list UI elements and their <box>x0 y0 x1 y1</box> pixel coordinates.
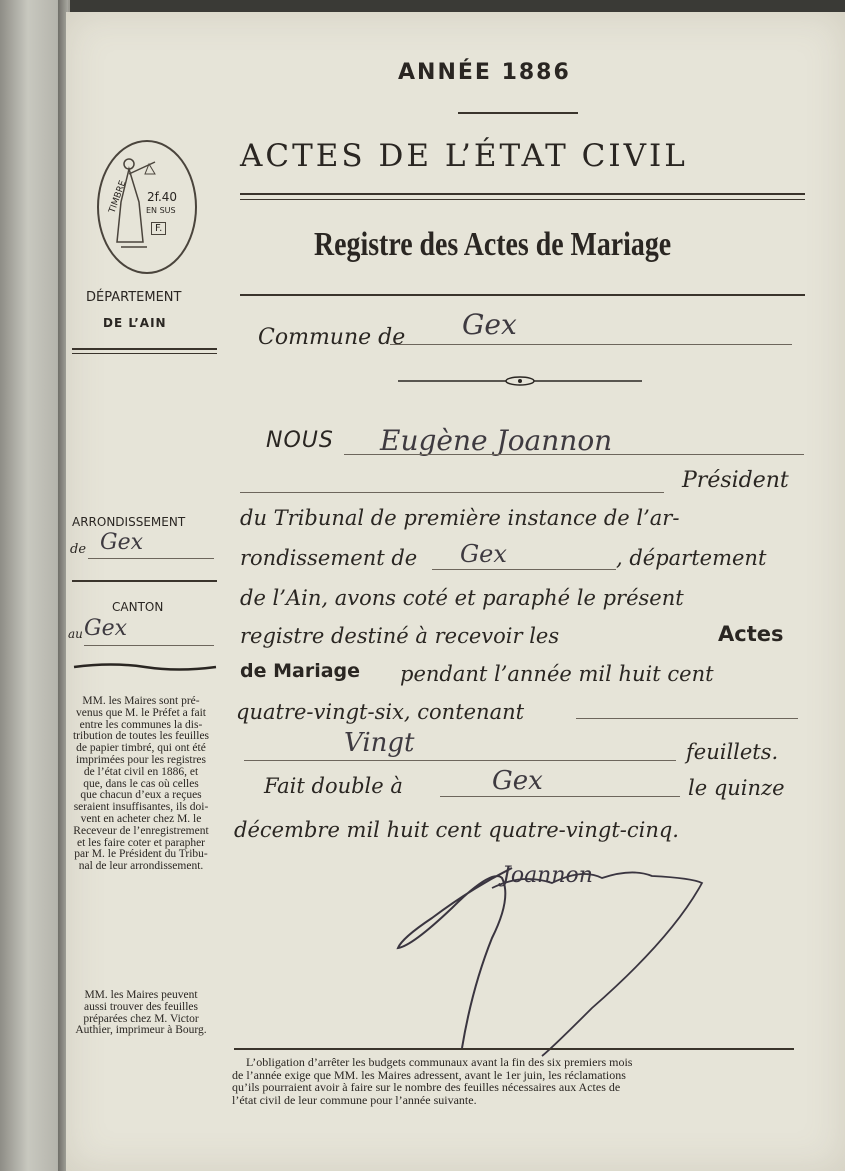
feuillets-count: Vingt <box>344 728 415 758</box>
body-line: , département <box>616 546 767 570</box>
ornament-divider-icon <box>72 660 218 674</box>
body-line-bold: de Mariage <box>240 660 361 682</box>
body-line: quatre-vingt-six, contenant <box>236 700 525 724</box>
canton-field-line <box>84 645 214 646</box>
notice-line: tribution de toutes les feuilles <box>72 730 210 743</box>
year-divider <box>458 112 578 114</box>
notice-line: préparées chez M. Victor <box>83 1012 199 1025</box>
register-subtitle: Registre des Actes de Mariage <box>314 226 672 263</box>
stamp-franc: F. <box>151 222 166 235</box>
stamp-word: TIMBRE <box>107 179 129 215</box>
notice-line: de l’état civil en 1886, et <box>83 765 199 778</box>
body-line: du Tribunal de première instance de l’ar- <box>240 506 680 530</box>
department-rule <box>72 348 217 350</box>
notice-line: Receveur de l’enregistrement <box>73 824 209 837</box>
notice-line: vent en acheter chez M. le <box>80 812 202 825</box>
year-heading: ANNÉE 1886 <box>398 60 571 85</box>
notice-line: que, dans le cas où celles <box>83 777 199 790</box>
body-line-bold: Actes <box>718 622 784 646</box>
notice-line: venus que M. le Préfet a fait <box>76 706 206 719</box>
notice-line: MM. les Maires peuvent <box>84 989 198 1001</box>
commune-label: Commune de <box>258 325 406 350</box>
body-line: Fait double à <box>264 774 403 798</box>
stamp-price: 2f.40 <box>147 190 178 204</box>
notice-line: entre les communes la dis- <box>79 718 203 731</box>
subtitle-rule <box>240 294 805 296</box>
arrondissement-field-line <box>88 558 214 559</box>
notice-line: que chacun d’eux a reçues <box>80 789 202 802</box>
arrondissement-field-line <box>432 569 616 570</box>
arrondissement-label: ARRONDISSEMENT <box>72 515 186 529</box>
arrondissement-name: Gex <box>460 540 507 568</box>
president-name: Eugène Joannon <box>380 424 613 457</box>
department-name: DE L’AIN <box>103 316 167 330</box>
notice-line: et les faire coter et parapher <box>76 836 206 849</box>
commune-field-line <box>390 344 792 345</box>
body-line: rondissement de <box>240 546 418 570</box>
arrondissement-rule <box>72 580 217 582</box>
footer-rule <box>234 1048 794 1050</box>
president-signature <box>392 858 712 1058</box>
stamp-ensus: EN SUS <box>146 206 176 215</box>
notice-line: de papier timbré, qui ont été <box>76 742 206 755</box>
canton-label: CANTON <box>112 600 164 614</box>
canton-value: Gex <box>84 616 128 641</box>
name-field-line <box>344 454 804 455</box>
notice-line: aussi trouver des feuilles <box>83 1000 198 1013</box>
fait-place: Gex <box>492 766 543 796</box>
footer-line: L’obligation d’arrêter les budgets communaux avant la fin des six premiers mois <box>246 1055 633 1069</box>
department-label: DÉPARTEMENT <box>86 290 182 305</box>
page-title: ACTES DE L’ÉTAT CIVIL <box>240 138 688 174</box>
title-rule-bottom <box>240 199 805 200</box>
fait-field-line <box>440 796 680 797</box>
body-line: le quinze <box>688 776 785 800</box>
commune-value: Gex <box>462 308 517 341</box>
body-line: feuillets. <box>686 740 779 764</box>
fiscal-stamp <box>97 140 197 274</box>
department-rule-2 <box>72 353 217 354</box>
notice-line: par M. le Président du Tribu- <box>74 848 208 861</box>
body-line: registre destiné à recevoir les <box>240 624 560 648</box>
notice-line: Authier, imprimeur à Bourg. <box>75 1024 207 1037</box>
arrondissement-prefix: de <box>70 542 87 557</box>
footer-line: de l’année exige que MM. les Maires adressent, avant le 1er juin, les réclamations <box>232 1067 626 1082</box>
president-title: Président <box>682 468 789 493</box>
body-line: décembre mil huit cent quatre-vingt-cinq. <box>234 818 679 842</box>
footer-line: l’état civil de leur commune pour l’année suivante. <box>232 1092 477 1107</box>
ornament-divider-icon <box>396 374 644 388</box>
maires-notice <box>66 696 216 873</box>
body-line: pendant l’année mil huit cent <box>400 662 714 686</box>
name-field-line-2 <box>240 492 664 493</box>
notice-line: seraient insuffisantes, ils doi- <box>73 801 209 814</box>
signature-text: Joannon <box>502 863 593 888</box>
notice-line: imprimées pour les registres <box>76 753 206 766</box>
notice-line: MM. les Maires sont pré- <box>82 695 200 707</box>
title-rule-top <box>240 193 805 195</box>
footer-notice <box>232 1056 788 1106</box>
notice-line: nal de leur arrondissement. <box>78 860 204 873</box>
nous-label: NOUS <box>266 428 334 453</box>
feuillets-field-line <box>244 760 676 761</box>
body-line: de l’Ain, avons coté et paraphé le présent <box>240 586 684 610</box>
arrondissement-value: Gex <box>100 530 144 555</box>
footer-line: qu’ils pourraient avoir à faire sur le nombre des feuilles nécessaires aux Actes de <box>232 1080 621 1094</box>
canton-prefix: au <box>68 627 83 641</box>
printer-notice <box>66 990 216 1037</box>
contenant-field-line <box>576 718 798 719</box>
